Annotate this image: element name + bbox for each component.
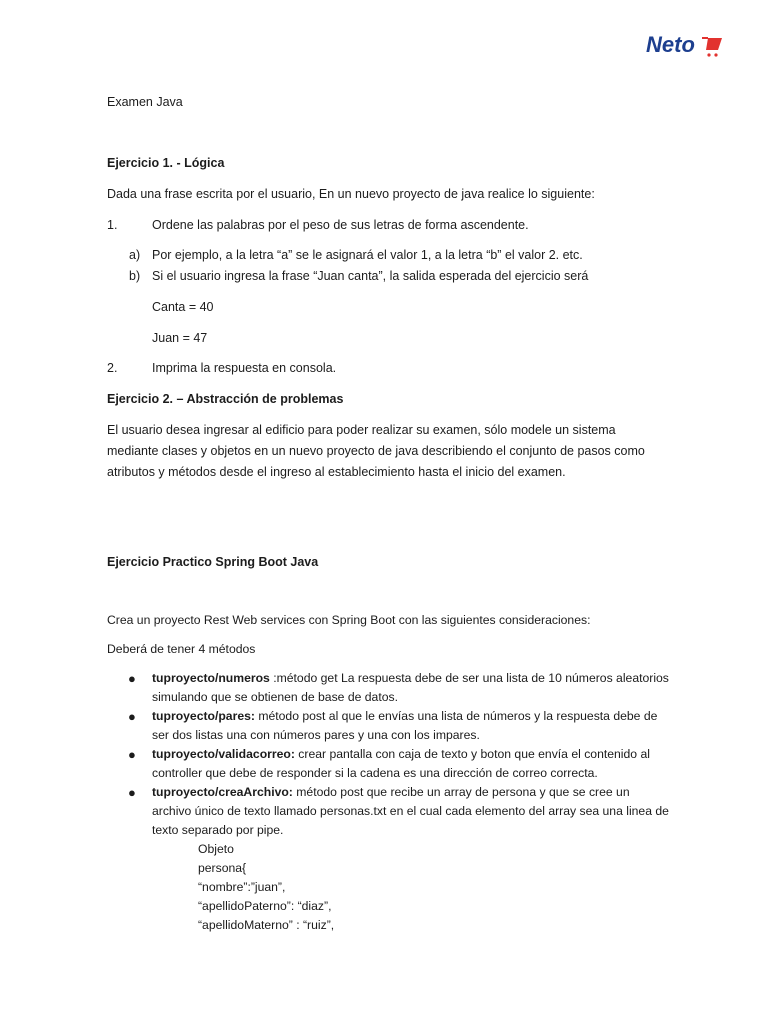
ex1-output-line-1: Canta = 40 xyxy=(152,300,214,314)
ex2-heading: Ejercicio 2. – Abstracción de problemas xyxy=(107,392,344,406)
neto-logo xyxy=(644,26,730,66)
ex1-heading: Ejercicio 1. - Lógica xyxy=(107,156,225,170)
bullet-icon: ● xyxy=(128,785,136,800)
bullet-icon: ● xyxy=(128,671,136,686)
method-item-pares xyxy=(152,707,672,745)
bullet-icon: ● xyxy=(128,709,136,724)
logo-text: Neto xyxy=(646,32,695,57)
spring-intro: Crea un proyecto Rest Web services con Spring Boot con las siguientes consideraciones: xyxy=(107,613,591,627)
code-line: “apellidoPaterno”: “diaz”, xyxy=(198,899,332,913)
code-line: “apellidoMaterno” : “ruiz”, xyxy=(198,918,335,932)
method-item-creaarchivo xyxy=(152,783,672,840)
bullet-icon: ● xyxy=(128,747,136,762)
method-label: tuproyecto/numeros xyxy=(152,671,270,685)
method-description: :método get La respuesta debe de ser una lista de 10 números aleatorios simulando que se obtienen de base de datos. xyxy=(152,671,669,704)
ex2-body: El usuario desea ingresar al edificio para poder realizar su examen, sólo modele un sistema mediante clases y objetos en un nuevo proyecto de java describiendo el conjunto de pasos como atributos y métodos desde el ingreso al establecimiento hasta el inicio del examen. xyxy=(107,423,645,479)
code-line: “nombre”:”juan”, xyxy=(198,880,286,894)
method-label: tuproyecto/creaArchivo: xyxy=(152,785,293,799)
ex1-sub-a-text: Por ejemplo, a la letra “a” se le asignará el valor 1, a la letra “b” el valor 2. etc. xyxy=(152,248,583,262)
cart-icon xyxy=(702,38,722,57)
method-label: tuproyecto/validacorreo: xyxy=(152,747,295,761)
document-title: Examen Java xyxy=(107,95,183,109)
ex1-sub-b-text: Si el usuario ingresa la frase “Juan canta”, la salida esperada del ejercicio será xyxy=(152,269,589,283)
code-line: persona{ xyxy=(198,861,247,875)
ex1-sub-b-label: b) xyxy=(129,269,141,283)
method-item-numeros xyxy=(152,669,672,707)
ex1-step2-number: 2. xyxy=(107,361,118,375)
ex1-sub-a-label: a) xyxy=(129,248,141,262)
method-description: crear pantalla con caja de texto y boton que envía el contenido al controller que debe de responder si la cadena es una dirección de correo correcta. xyxy=(152,747,650,780)
method-description: método post que recibe un array de persona y que se cree un archivo único de texto llamado personas.txt en el cual cada elemento del array sea una linea de texto separado por pipe. xyxy=(152,785,669,837)
method-label: tuproyecto/pares: xyxy=(152,709,255,723)
ex1-intro: Dada una frase escrita por el usuario, En un nuevo proyecto de java realice lo siguiente: xyxy=(107,187,595,201)
code-line: Objeto xyxy=(198,842,234,856)
ex1-output-line-2: Juan = 47 xyxy=(152,331,208,345)
ex1-step2-text: Imprima la respuesta en consola. xyxy=(152,361,337,375)
spring-heading: Ejercicio Practico Spring Boot Java xyxy=(107,555,319,569)
ex1-step1-text: Ordene las palabras por el peso de sus letras de forma ascendente. xyxy=(152,218,529,232)
method-description: método post al que le envías una lista de números y la respuesta debe de ser dos listas una con números pares y una con los impares. xyxy=(152,709,658,742)
ex1-step1-number: 1. xyxy=(107,218,118,232)
spring-methods-intro: Deberá de tener 4 métodos xyxy=(107,642,256,656)
method-item-validacorreo xyxy=(152,745,672,783)
